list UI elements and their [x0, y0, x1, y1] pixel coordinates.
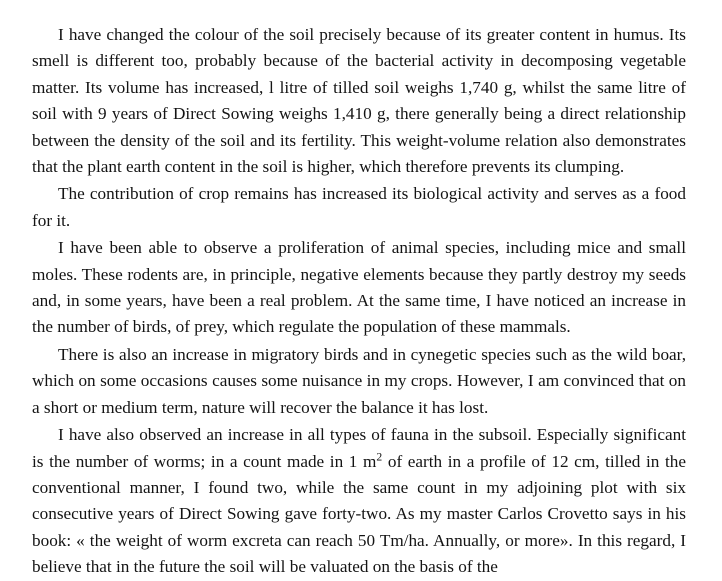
- paragraph-4: There is also an increase in migratory birds and in cynegetic species such as the wild boar, which on some occasions causes some nuisance in my crops. However, I am convinced that on a short or medium term, nature will recover the balance it has lost.: [32, 344, 686, 417]
- paragraph-5-text-after-superscript: of earth in a profile of 12 cm, tilled in the conventional manner, I found two, while the same count in my adjoining plot with six consecutive years of Direct Sowing gave forty-two. As my master Carlos Crovetto says in his book: « the weight of worm excreta can reach 50 Tm/ha. Annually, or more». In this regard, I believe that in the future the soil will be valuated on the basis of the: [32, 451, 686, 577]
- paragraph-3: I have been able to observe a proliferation of animal species, including mice and small moles. These rodents are, in principle, negative elements because they partly destroy my seeds and, in some years, have been a real problem. At the same time, I have noticed an increase in the number of birds, of prey, which regulate the population of these mammals.: [32, 238, 686, 337]
- paragraph-5-text-before-superscript: I have also observed an increase in all types of fauna in the subsoil. Especially significant is the number of worms; in a count made in 1 m: [32, 425, 686, 471]
- paragraph-1: I have changed the colour of the soil precisely because of its greater content in humus. Its smell is different too, probably because of the bacterial activity in decomposing vegetable matter. Its volume has increased, l litre of tilled soil weighs 1,740 g, whilst the same litre of soil with 9 years of Direct Sowing weighs 1,410 g, there generally being a direct relationship between the density of the soil and its fertility. This weight-volume relation also demonstrates that the plant earth content in the soil is higher, which therefore prevents its clumping.: [32, 25, 686, 177]
- paragraph-2: The contribution of crop remains has increased its biological activity and serves as a food for it.: [32, 184, 686, 230]
- paragraph-5: [32, 422, 686, 580]
- square-metre-superscript: 2: [376, 449, 383, 463]
